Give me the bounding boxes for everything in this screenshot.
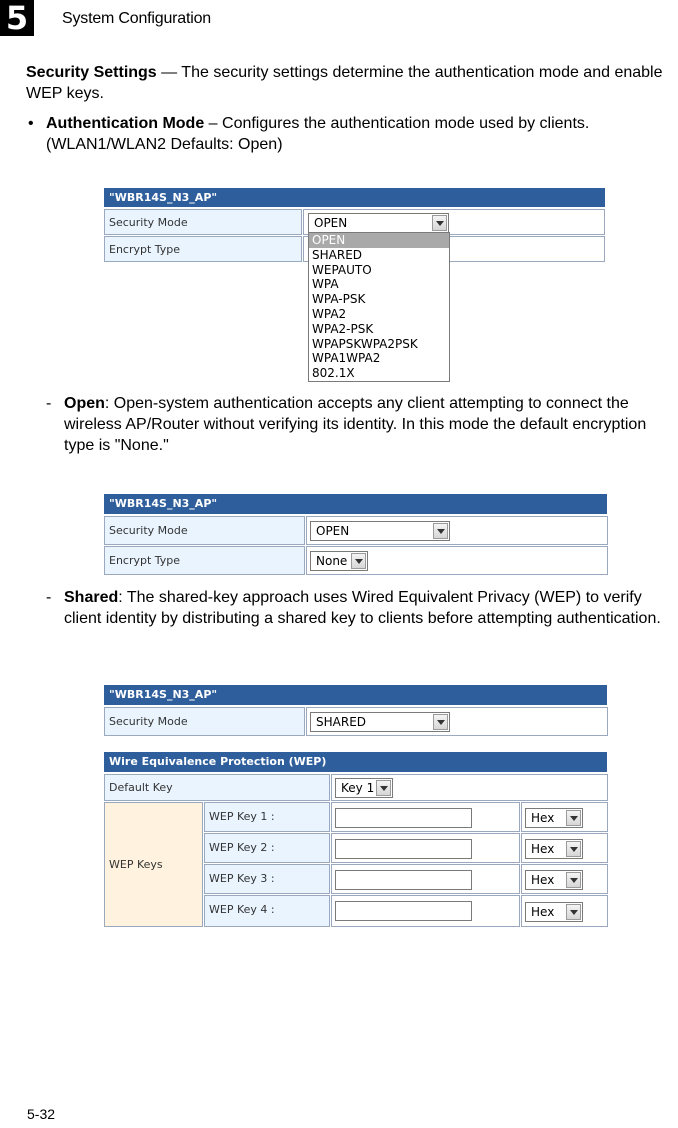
option-open[interactable]: OPEN (309, 233, 449, 248)
wep-key-3-input[interactable] (335, 870, 472, 890)
chevron-down-icon[interactable] (432, 215, 447, 231)
wep-header: Wire Equivalence Protection (WEP) (104, 752, 607, 772)
chevron-down-icon[interactable] (433, 714, 448, 730)
wep-key-2-label: WEP Key 2 : (204, 833, 330, 863)
shared-paragraph (64, 587, 664, 629)
wep-key-2-format: Hex (531, 842, 555, 856)
security-mode-value: OPEN (316, 524, 350, 538)
ssid-header: "WBR14S_N3_AP" (104, 494, 607, 514)
option-wepauto[interactable]: WEPAUTO (312, 262, 372, 277)
security-panel-open (104, 494, 608, 576)
open-dash: - (46, 395, 52, 412)
ssid-header: "WBR14S_N3_AP" (104, 685, 607, 705)
chevron-down-icon[interactable] (566, 904, 581, 920)
wep-key-3-format-select[interactable] (525, 870, 583, 890)
option-wpapskwpa2psk[interactable]: WPAPSKWPA2PSK (312, 336, 418, 351)
option-wpa-psk[interactable]: WPA-PSK (312, 292, 366, 307)
wep-key-1-format: Hex (531, 811, 555, 825)
option-wpa[interactable]: WPA (312, 277, 339, 292)
security-mode-label: Security Mode (104, 516, 305, 545)
security-mode-dropdown-list[interactable] (308, 232, 450, 382)
wep-keys-label: WEP Keys (104, 802, 203, 927)
security-panel-shared (104, 685, 608, 928)
wep-key-1-format-select[interactable] (525, 808, 583, 828)
wep-key-4-format-select[interactable] (525, 902, 583, 922)
page-number: 5-32 (27, 1106, 56, 1122)
open-paragraph (64, 393, 676, 456)
security-mode-label: Security Mode (104, 707, 305, 736)
shared-term: Shared (64, 589, 119, 606)
security-mode-value: OPEN (314, 216, 348, 230)
bullet-text: – Configures the authentication mode used by clients. (WLAN1/WLAN2 Defaults: Open) (46, 115, 590, 153)
chevron-down-icon[interactable] (566, 872, 581, 888)
wep-key-3-format: Hex (531, 873, 555, 887)
chevron-down-icon[interactable] (351, 553, 366, 569)
chevron-down-icon[interactable] (566, 810, 581, 826)
chevron-down-icon[interactable] (566, 841, 581, 857)
wep-key-3-label: WEP Key 3 : (204, 864, 330, 894)
default-key-label: Default Key (104, 774, 330, 801)
encrypt-type-label: Encrypt Type (104, 236, 302, 262)
default-key-value: Key 1 (341, 781, 375, 795)
wep-key-4-label: WEP Key 4 : (204, 895, 330, 927)
security-mode-label: Security Mode (104, 209, 302, 235)
default-key-select[interactable] (335, 778, 393, 798)
bullet-paragraph (46, 113, 666, 155)
wep-key-4-input[interactable] (335, 901, 472, 921)
security-mode-value: SHARED (316, 715, 367, 729)
shared-dash: - (46, 589, 52, 606)
chapter-title: System Configuration (62, 10, 211, 27)
ssid-header: "WBR14S_N3_AP" (104, 188, 605, 207)
wep-key-4-format: Hex (531, 905, 555, 919)
wep-key-2-input[interactable] (335, 839, 472, 859)
chevron-down-icon[interactable] (433, 523, 448, 539)
security-mode-select[interactable] (310, 521, 450, 541)
option-shared[interactable]: SHARED (312, 247, 363, 262)
option-8021x[interactable]: 802.1X (312, 366, 355, 381)
intro-text: — The security settings determine the authentication mode and enable WEP keys. (26, 64, 663, 102)
wep-key-2-format-select[interactable] (525, 839, 583, 859)
security-mode-select[interactable] (308, 213, 449, 233)
shared-text: : The shared-key approach uses Wired Equivalent Privacy (WEP) to verify client identity by distributing a shared key to clients before attempting authentication. (64, 589, 661, 627)
security-panel-open-dropdown (104, 188, 606, 383)
chapter-number: 5 (0, 0, 34, 36)
open-text: : Open-system authentication accepts any client attempting to connect the wireless AP/Router without verifying its identity. In this mode the default encryption type is "None." (64, 395, 647, 454)
encrypt-type-label: Encrypt Type (104, 546, 305, 575)
option-wpa2-psk[interactable]: WPA2-PSK (312, 321, 374, 336)
security-mode-select[interactable] (310, 712, 450, 732)
encrypt-type-select[interactable] (310, 551, 368, 571)
option-wpa2[interactable]: WPA2 (312, 306, 347, 321)
bullet-symbol: • (28, 115, 34, 132)
encrypt-type-value: None (316, 554, 348, 568)
bullet-term: Authentication Mode (46, 115, 205, 132)
wep-key-1-input[interactable] (335, 808, 472, 828)
intro-paragraph (26, 62, 666, 104)
chevron-down-icon[interactable] (376, 780, 391, 796)
option-wpa1wpa2[interactable]: WPA1WPA2 (312, 351, 381, 366)
wep-key-1-label: WEP Key 1 : (204, 802, 330, 832)
open-term: Open (64, 395, 105, 412)
intro-term: Security Settings (26, 64, 157, 81)
